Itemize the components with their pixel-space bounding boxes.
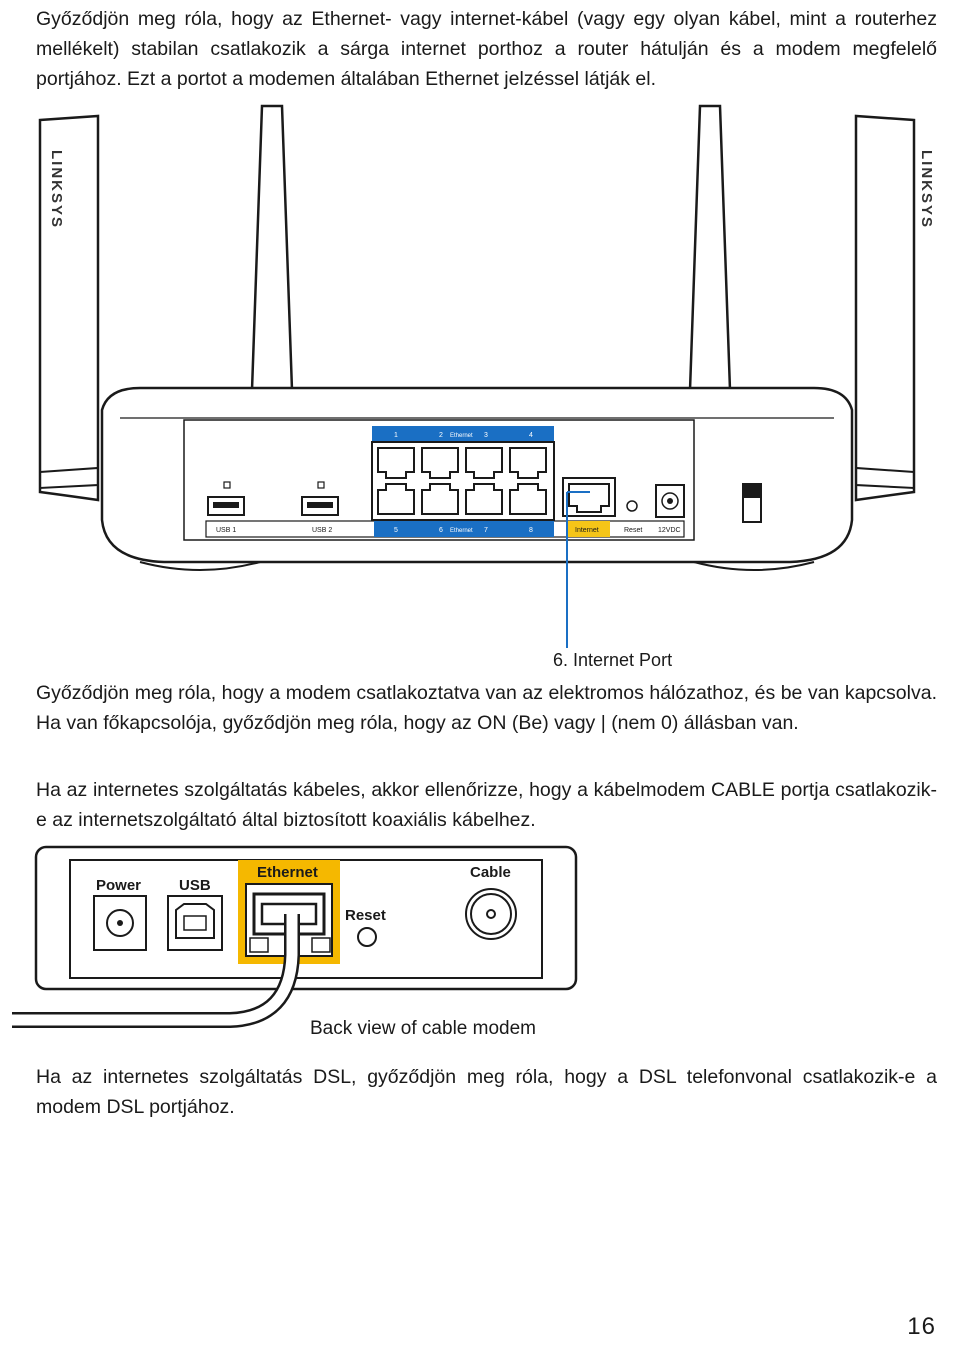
page-number: 16: [907, 1313, 936, 1340]
brand-right: LINKSYS: [918, 150, 935, 230]
eth-bot-7: 7: [484, 527, 488, 534]
eth-bot-label: Ethernet: [450, 528, 473, 534]
eth-top-4: 4: [529, 432, 533, 439]
eth-top-1: 1: [394, 432, 398, 439]
modem-power-label: Power: [96, 877, 142, 894]
cable-paragraph: Ha az internetes szolgáltatás kábeles, akkor ellenőrizze, hogy a kábelmodem CABLE portja csatlakozik-e az internetszolgáltató által biztosított koaxiális kábelhez.: [36, 779, 937, 831]
brand-left: LINKSYS: [48, 150, 65, 230]
modem-cable-label: Cable: [470, 864, 511, 881]
internet-label: Internet: [575, 527, 599, 534]
cable-modem-diagram: [0, 840, 954, 1050]
reset-label: Reset: [624, 527, 643, 534]
eth-bot-6: 6: [439, 527, 443, 534]
dsl-paragraph: Ha az internetes szolgáltatás DSL, győződjön meg róla, hogy a DSL telefonvonal csatlakozik-e a modem DSL portjához.: [36, 1066, 937, 1118]
internet-port-callout: 6. Internet Port: [553, 650, 673, 670]
router-back-diagram: [0, 100, 954, 680]
eth-top-3: 3: [484, 432, 488, 439]
usb1-label: USB 1: [216, 527, 237, 534]
eth-top-2: 2: [439, 432, 443, 439]
eth-bot-8: 8: [529, 527, 533, 534]
power-paragraph: Győződjön meg róla, hogy a modem csatlakoztatva van az elektromos hálózathoz, és be van kapcsolva. Ha van főkapcsolója, győződjön meg róla, hogy az ON (Be) vagy | (nem 0) állásban van.: [36, 682, 937, 734]
usb2-label: USB 2: [312, 527, 333, 534]
modem-usb-label: USB: [179, 877, 211, 894]
eth-bot-5: 5: [394, 527, 398, 534]
intro-paragraph: Győződjön meg róla, hogy az Ethernet- vagy internet-kábel (vagy egy olyan kábel, mint a routerhez mellékelt) stabilan csatlakozik a sárga internet porthoz a router hátulján és a modem megfelelő portjához. Ezt a portot a modemen általában Ethernet jelzéssel látják el.: [36, 8, 937, 90]
modem-caption: Back view of cable modem: [310, 1018, 536, 1039]
eth-top-label: Ethernet: [450, 433, 473, 439]
modem-reset-label: Reset: [345, 907, 386, 924]
power-label: 12VDC: [658, 527, 681, 534]
modem-ethernet-label: Ethernet: [257, 864, 318, 881]
